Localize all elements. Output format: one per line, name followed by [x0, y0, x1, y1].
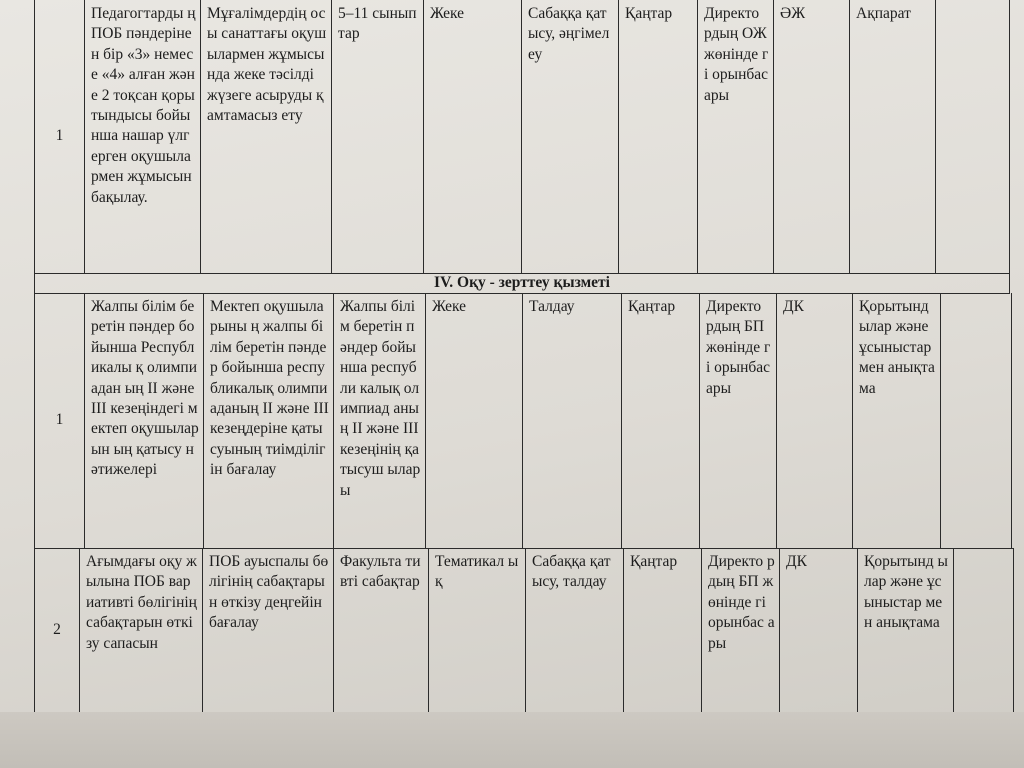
page-edge: [0, 712, 1024, 768]
review-place-cell: ӘЖ: [773, 0, 849, 273]
deadline-cell: Қаңтар: [621, 293, 699, 548]
control-goal-cell: Мектеп оқушыларыны ң жалпы білім беретін пәндер бойынша республикалық олимпиаданың II және III кезеңдеріне қатысуының тиімділігін бағалау: [203, 293, 333, 548]
control-goal-cell: ПОБ ауыспалы бөлігінің сабақтарын өткізу деңгейін бағалау: [202, 548, 333, 712]
row-number: 2: [34, 548, 79, 712]
control-object-cell: Факульта тивті сабақтар: [333, 548, 428, 712]
review-place-cell: ДК: [779, 548, 857, 712]
notes-cell: [935, 0, 1010, 273]
control-object-cell: 5–11 сыныптар: [331, 0, 423, 273]
control-type-cell: Жеке: [423, 0, 521, 273]
control-method-cell: Сабаққа қатысу, талдау: [525, 548, 623, 712]
result-cell: Қорытынд ылар және ұсыныстар мен анықтама: [852, 293, 940, 548]
control-type-cell: Тематикал ық: [428, 548, 525, 712]
table-row: [34, 0, 1010, 273]
responsible-cell: Директо рдың БП жөнінде гі орынбас ары: [701, 548, 779, 712]
notes-cell: [940, 293, 1012, 548]
control-object-cell: Жалпы білім беретін пәндер бойынша республи калық олимпиад аның II және III кезеңінің қатысуш ылары: [333, 293, 425, 548]
control-subject-cell: Ағымдағы оқу жылына ПОБ вариативті бөлігінің сабақтарын өткізу сапасын: [79, 548, 202, 712]
row-number: 1: [34, 0, 84, 273]
review-place-cell: ДК: [776, 293, 852, 548]
control-goal-cell: Мұғалімдердің осы санаттағы оқушылармен жұмысында жеке тәсілді жүзеге асыруды қамтамасыз ету: [200, 0, 331, 273]
control-method-cell: Талдау: [522, 293, 621, 548]
section-heading: IV. Оқу - зерттеу қызметі: [34, 273, 1010, 293]
deadline-cell: Қаңтар: [618, 0, 697, 273]
control-subject-cell: Педагогтарды ң ПОБ пәндерінен бір «3» немесе «4» алған және 2 тоқсан қорытындысы бойынша нашар үлгерген оқушылармен жұмысын бақылау.: [84, 0, 200, 273]
result-cell: Ақпарат: [849, 0, 935, 273]
table-row: [34, 293, 1012, 548]
control-subject-cell: Жалпы білім беретін пәндер бойынша Республикалы қ олимпиадан ың II және III кезеңіндегі мектеп оқушыларын ың қатысу нәтижелері: [84, 293, 203, 548]
row-number: 1: [34, 293, 84, 548]
table-row: [34, 548, 1014, 712]
deadline-cell: Қаңтар: [623, 548, 701, 712]
control-type-cell: Жеке: [425, 293, 522, 548]
control-method-cell: Сабаққа қатысу, әңгімелеу: [521, 0, 618, 273]
responsible-cell: Директо рдың ОЖ жөнінде гі орынбас ары: [697, 0, 773, 273]
notes-cell: [953, 548, 1014, 712]
result-cell: Қорытынд ылар және ұсыныстар мен анықтама: [857, 548, 953, 712]
responsible-cell: Директо рдың БП жөнінде гі орынбас ары: [699, 293, 776, 548]
